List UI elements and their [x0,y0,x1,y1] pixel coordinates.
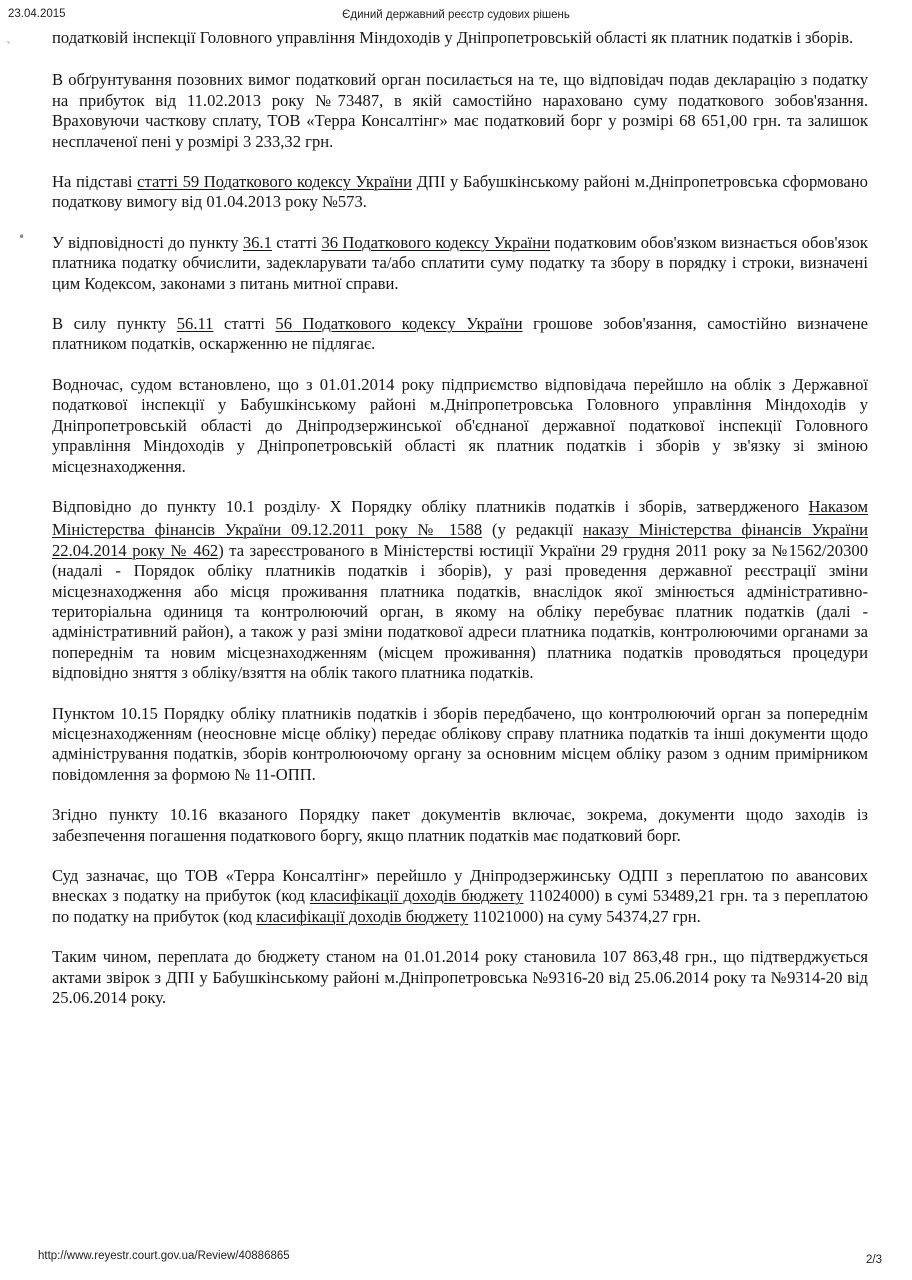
classification-link[interactable]: класифікації доходів бюджету [309,886,524,906]
source-url[interactable]: http://www.reyestr.court.gov.ua/Review/40886865 [38,1250,290,1262]
law-link[interactable]: 56 Податкового кодексу України [275,314,523,334]
law-link[interactable]: статті 59 Податкового кодексу України [137,172,412,192]
page-header [0,6,912,24]
page-number: 2/3 [866,1254,882,1266]
paragraph: податковій інспекції Головного управління Міндоходів у Дніпропетровській області як платник податків і зборів. [52,28,854,47]
paragraph: В силу пункту 56.11 статті 56 Податкового кодексу України грошове зобов'язання, самостійно визначене платником податків, оскарженню не підлягає. [52,314,868,354]
scan-mark: • [18,230,26,244]
scan-mark: ` [6,40,12,54]
paragraph: Водночас, судом встановлено, що з 01.01.2014 року підприємство відповідача перейшло на облік з Державної податкової інспекції у Бабушкінському районі м.Дніпропетровська Головного управління Міндоходів у Дніпропетровській області до Дніпродзержинської об'єднаної державної податкової інспекції Головного управління Міндоходів у Дніпропетровській області як платник податків і зборів у зв'язку зі зміною місцезнаходження. [52,374,868,476]
paragraph: Відповідно до пункту 10.1 розділу• X Порядку обліку платників податків і зборів, затвердженого Наказом Міністерства фінансів України 09.12.2011 року № 1588 (у редакції наказу Міністерства фінансів України 22.04.2014 року № 462) та зареєстрованого в Міністерстві юстиції України 29 грудня 2011 року за №1562/20300 (надалі - Порядок обліку платників податків і зборів), у разі проведення державної реєстрації зміни місцезнаходження або місця проживання платника податків, внаслідок якої змінюється адміністративно-територіальна одиниця та контролюючий орган, в якому на обліку перебуває платник податків (далі - адміністративний район), а також у разі зміни податкової адреси платника податків, контролюючими органами за попереднім та новим місцезнаходженням (місцем проживання) платника податків проводяться процедури відповідно зняття з обліку/взяття на облік такого платника податків. [52,496,868,683]
print-date: 23.04.2015 [8,8,66,20]
paragraph: На підставі статті 59 Податкового кодексу України ДПІ у Бабушкінському районі м.Дніпропетровська сформовано податкову вимогу від 01.04.2013 року №573. [52,172,868,212]
paragraph: Таким чином, переплата до бюджету станом на 01.01.2014 року становила 107 863,48 грн., що підтверджується актами звірок з ДПІ у Бабушкінському районі м.Дніпропетровська №9316-20 від 25.06.2014 року та №9314-20 від 25.06.2014 року. [52,947,868,1008]
law-link[interactable]: 36.1 [242,232,272,252]
scan-dot: • [316,503,321,515]
law-link[interactable]: 36 Податкового кодексу України [321,232,551,252]
paragraph: У відповідності до пункту 36.1 статті 36 Податкового кодексу України податковим обов'язком визнається обов'язок платника податку обчислити, задекларувати та/або сплатити суму податку та збору в порядку і строки, визначені цим Кодексом, законами з питань митної справи. [52,232,868,293]
paragraph: Суд зазначає, що ТОВ «Терра Консалтінг» перейшло у Дніпродзержинську ОДПІ з переплатою по авансових внесках з податку на прибуток (код класифікації доходів бюджету 11024000) в сумі 53489,21 грн. та з переплатою по податку на прибуток (код класифікації доходів бюджету 11021000) на суму 54374,27 грн. [52,866,868,926]
page-footer [0,1250,912,1270]
paragraph: Пунктом 10.15 Порядку обліку платників податків і зборів передбачено, що контролюючий орган за попереднім місцезнаходженням (неосновне місце обліку) передає облікову справу платника податків та інші документи щодо адміністрування податків, зборів контролюючому органу за основним місцем обліку разом з одним примірником повідомлення за формою № 11-ОПП. [52,703,868,784]
paragraph: В обґрунтування позовних вимог податковий орган посилається на те, що відповідач подав декларацію з податку на прибуток від 11.02.2013 року №73487, в якій самостійно нараховано суму податкового зобов'язання. Враховуючи часткову сплату, ТОВ «Терра Консалтінг» має податковий борг у розмірі 68 651,00 грн. та залишок несплаченої пені у розмірі 3 233,32 грн. [52,70,868,151]
document-body [52,28,868,1028]
law-link[interactable]: 56.11 [176,314,214,334]
registry-title: Єдиний державний реєстр судових рішень [342,9,570,21]
law-link[interactable]: Наказом Міністерства фінансів України 09.12.2011 року № 1588 [52,496,868,540]
paragraph: Згідно пункту 10.16 вказаного Порядку пакет документів включає, зокрема, документи щодо заходів із забезпечення погашення податкового боргу, якщо платник податків має податковий борг. [52,805,868,845]
classification-link[interactable]: класифікації доходів бюджету [256,906,469,926]
law-link[interactable]: наказу Міністерства фінансів України 22.04.2014 року № 462 [52,520,868,560]
